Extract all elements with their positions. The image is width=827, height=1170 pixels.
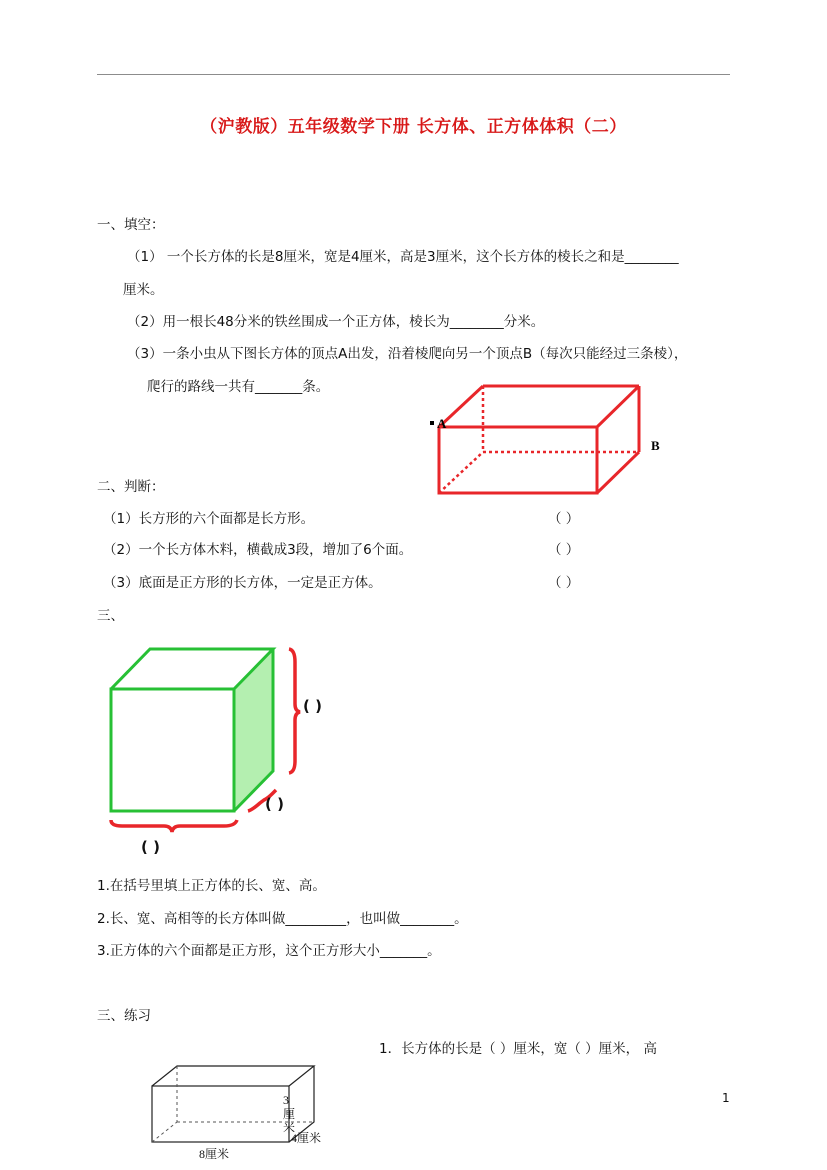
vertex-a-label: A xyxy=(437,416,447,431)
section1-heading: 一、填空： xyxy=(97,217,165,233)
judge-bracket-2: （ ） xyxy=(548,542,580,558)
question3-line2: 爬行的路线一共有_______条。 xyxy=(147,379,330,395)
page-number: 1 xyxy=(722,1091,730,1105)
section3-item-1: 1.在括号里填上正方体的长、宽、高。 xyxy=(97,878,326,894)
length-brace xyxy=(111,820,237,832)
judge-bracket-1: （ ） xyxy=(548,511,580,527)
cuboid-hidden-depth-edge xyxy=(439,452,483,493)
question1-line1: （1） 一个长方体的长是8厘米，宽是4厘米，高是3厘米，这个长方体的棱长之和是________ xyxy=(127,249,679,265)
header-rule xyxy=(97,74,730,75)
vertex-a-dot xyxy=(430,421,434,425)
section4-heading: 三、练习 xyxy=(97,1008,151,1024)
cube-side-face xyxy=(234,649,273,811)
section3-item-2: 2.长、宽、高相等的长方体叫做_________，也叫做________。 xyxy=(97,911,468,927)
section2-heading: 二、判断： xyxy=(97,479,165,495)
practice-hidden-depth xyxy=(152,1122,177,1142)
height-answer-blank: ( ) xyxy=(303,697,322,715)
cuboid-ab-figure xyxy=(425,380,685,500)
practice-front-face xyxy=(152,1086,289,1142)
cube-front-face xyxy=(111,689,234,811)
length-answer-blank: ( ) xyxy=(141,838,160,856)
section3-heading: 三、 xyxy=(97,608,124,624)
practice-cuboid-figure xyxy=(145,1060,345,1170)
practice-question-1: 1．长方体的长是（ ）厘米，宽（ ）厘米， 高 xyxy=(379,1041,657,1057)
practice-height-label: 3厘米 xyxy=(283,1093,296,1135)
judge-bracket-3: （ ） xyxy=(548,575,580,591)
cuboid-top-right-edge xyxy=(597,386,639,427)
cuboid-bottom-right-edge xyxy=(597,452,639,493)
question3-line1: （3）一条小虫从下图长方体的顶点A出发，沿着棱爬向另一个顶点B（每次只能经过三条棱）， xyxy=(127,346,688,362)
vertex-b-label: B xyxy=(651,438,660,453)
judge-item-2: （2）一个长方体木料，横截成3段，增加了6个面。 xyxy=(103,542,413,558)
cube-figure xyxy=(100,640,400,865)
judge-item-1: （1）长方形的六个面都是长方形。 xyxy=(103,511,315,527)
question2: （2）用一根长48分米的铁丝围成一个正方体，棱长为________分米。 xyxy=(127,314,545,330)
page-title: （沪教版）五年级数学下册 长方体、正方体体积（二） xyxy=(200,117,627,137)
practice-length-label: 8厘米 xyxy=(199,1147,230,1161)
section3-item-3: 3.正方体的六个面都是正方形，这个正方形大小_______。 xyxy=(97,943,441,959)
practice-width-label: 4厘米 xyxy=(291,1131,322,1145)
height-brace xyxy=(289,649,300,773)
practice-top-edges xyxy=(152,1066,314,1086)
cuboid-front-face xyxy=(439,427,597,493)
question1-line2: 厘米。 xyxy=(123,282,164,298)
judge-item-3: （3）底面是正方形的长方体，一定是正方体。 xyxy=(103,575,382,591)
width-answer-blank: ( ) xyxy=(265,795,284,813)
